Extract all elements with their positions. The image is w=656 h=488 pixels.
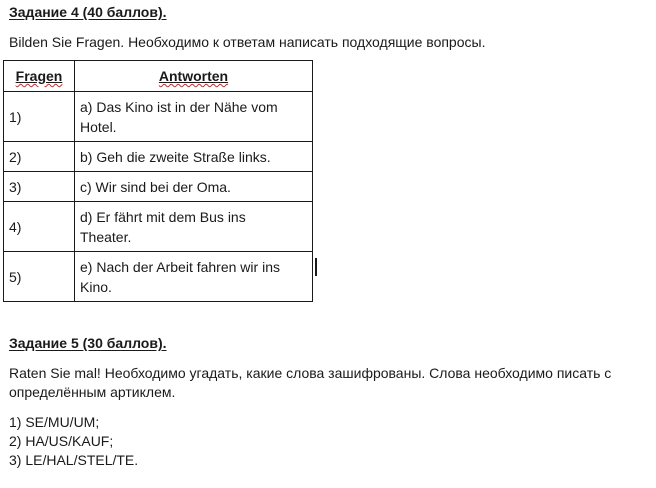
task5-instruction-line: определённым артиклем. (9, 384, 176, 400)
question-cell[interactable]: 3) (4, 172, 75, 202)
question-cell[interactable]: 1) (4, 92, 75, 142)
answer-line: Theater. (80, 228, 132, 245)
answer-line: a) Das Kino ist in der Nähe vom (80, 98, 278, 115)
answer-line: e) Nach der Arbeit fahren wir ins (80, 258, 280, 275)
task5-list (9, 413, 138, 470)
list-item: 1) SE/MU/UM; (9, 414, 100, 430)
task5-heading-text: Задание 5 (30 баллов). (9, 335, 167, 351)
list-item: 3) LE/HAL/STEL/TE. (9, 452, 139, 468)
table-row (4, 202, 313, 252)
answer-line: Hotel. (80, 118, 117, 135)
table-row (4, 252, 313, 302)
question-cell[interactable]: 4) (4, 202, 75, 252)
answer-cell (75, 92, 313, 142)
task4-heading-text: Задание 4 (40 баллов). (9, 4, 167, 20)
answer-line: Kino. (80, 278, 112, 295)
answer-cell (75, 172, 313, 202)
question-cell[interactable]: 2) (4, 142, 75, 172)
question-cell[interactable]: 5) (4, 252, 75, 302)
text-cursor (315, 258, 317, 276)
task5-heading (9, 335, 167, 351)
task5-instruction (9, 364, 639, 402)
answer-line: b) Geh die zweite Straße links. (80, 148, 271, 165)
answer-cell (75, 252, 313, 302)
answers-table (3, 60, 313, 302)
answer-cell (75, 142, 313, 172)
answer-line: c) Wir sind bei der Oma. (80, 178, 231, 195)
column-header-fragen: Fragen (4, 61, 75, 92)
table-row (4, 142, 313, 172)
task4-instruction: Bilden Sie Fragen. Необходимо к ответам написать подходящие вопросы. (9, 34, 486, 50)
table-header-row (4, 61, 313, 92)
task4-heading (9, 4, 167, 20)
list-item: 2) HA/US/KAUF; (9, 433, 114, 449)
table-row (4, 92, 313, 142)
column-header-antworten: Antworten (75, 61, 313, 92)
answer-cell (75, 202, 313, 252)
task5-instruction-line: Raten Sie mal! Необходимо угадать, какие слова зашифрованы. Слова необходимо писать с (9, 365, 612, 381)
table-row (4, 172, 313, 202)
answer-line: d) Er fährt mit dem Bus ins (80, 208, 246, 225)
